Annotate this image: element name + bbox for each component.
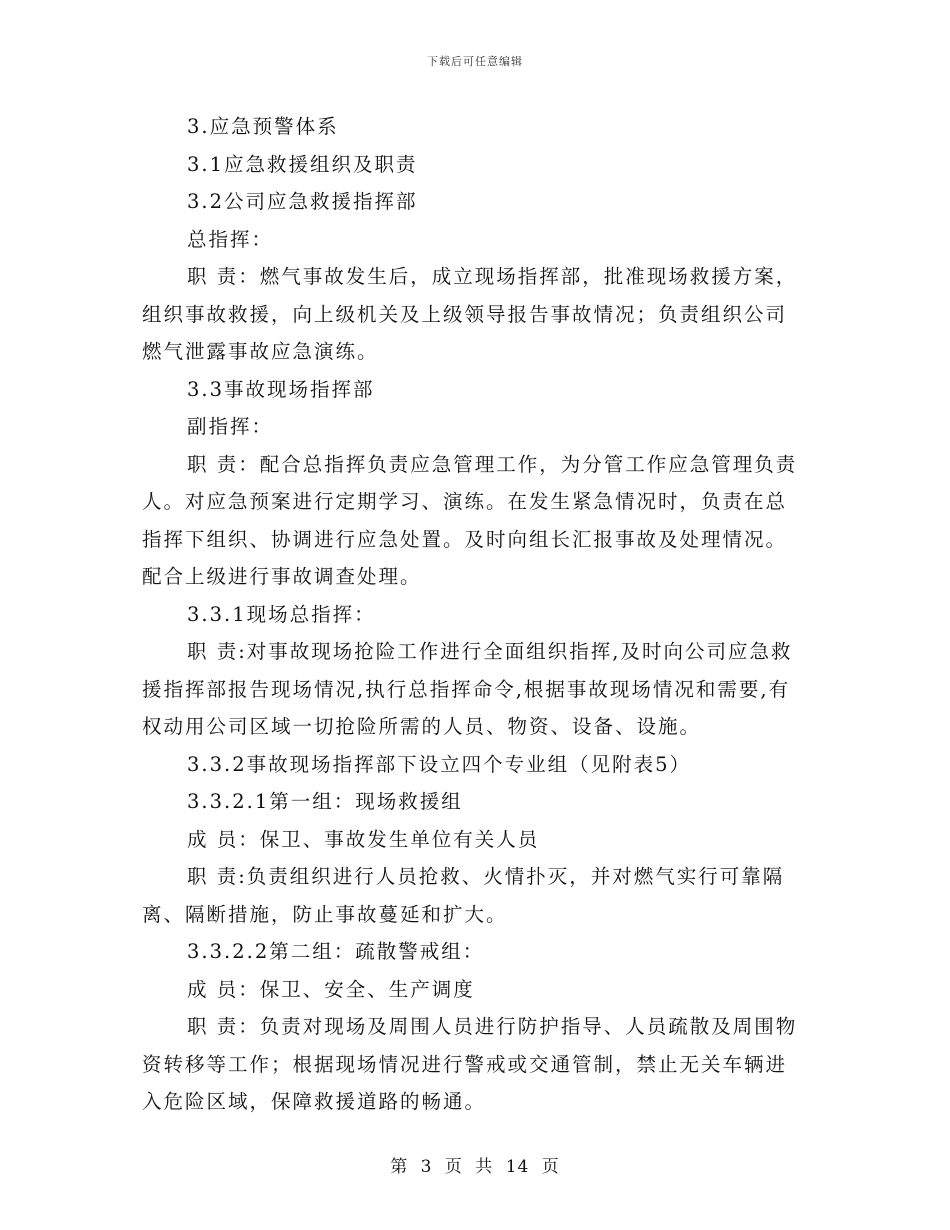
section-heading: 3.3事故现场指挥部	[187, 377, 375, 401]
duty-paragraph: 职 责:对事故现场抢险工作进行全面组织指挥,及时向公司应急救援指挥部报告现场情况,执行总指挥命令,根据事故现场情况和需要,有权动用公司区域一切抢险所需的人员、物资、设备、设施。	[142, 640, 793, 738]
section-heading: 3.1应急救援组织及职责	[187, 152, 418, 176]
section-heading: 3.3.2事故现场指挥部下设立四个专业组（见附表5）	[187, 752, 692, 776]
document-body	[142, 108, 808, 1121]
section-heading: 3.3.2.2第二组：疏散警戒组：	[187, 940, 485, 963]
members-paragraph: 成 员：保卫、事故发生单位有关人员	[187, 827, 540, 851]
section-heading: 3.3.2.1第一组：现场救援组	[187, 790, 463, 813]
section-heading: 3.2公司应急救援指挥部	[187, 190, 418, 213]
duty-paragraph: 职 责：负责对现场及周围人员进行防护指导、人员疏散及周围物资转移等工作；根据现场情况进行警戒或交通管制，禁止无关车辆进入危险区域，保障救援道路的畅通。	[142, 1015, 798, 1113]
section-heading: 3.应急预警体系	[187, 115, 339, 138]
section-heading: 3.3.1现场总指挥：	[187, 602, 376, 626]
duty-paragraph: 职 责:负责组织进行人员抢救、火情扑灭，并对燃气实行可靠隔离、隔断措施，防止事故蔓延和扩大。	[142, 865, 785, 926]
duty-paragraph: 职 责：燃气事故发生后，成立现场指挥部，批准现场救援方案，组织事故救援，向上级机关及上级领导报告事故情况；负责组织公司燃气泄露事故应急演练。	[142, 265, 798, 363]
page-footer: 第 3 页 共 14 页	[390, 1157, 560, 1177]
duty-paragraph: 职 责：配合总指挥负责应急管理工作，为分管工作应急管理负责人。对应急预案进行定期学习、演练。在发生紧急情况时，负责在总指挥下组织、协调进行应急处置。及时向组长汇报事故及处理情况。	[142, 452, 798, 551]
role-label: 副指挥：	[187, 415, 274, 438]
members-paragraph: 成 员：保卫、安全、生产调度	[187, 977, 475, 1001]
body-paragraph: 配合上级进行事故调查处理。	[142, 565, 422, 588]
role-label: 总指挥：	[187, 227, 274, 251]
page-header: 下载后可任意编辑	[427, 55, 523, 68]
